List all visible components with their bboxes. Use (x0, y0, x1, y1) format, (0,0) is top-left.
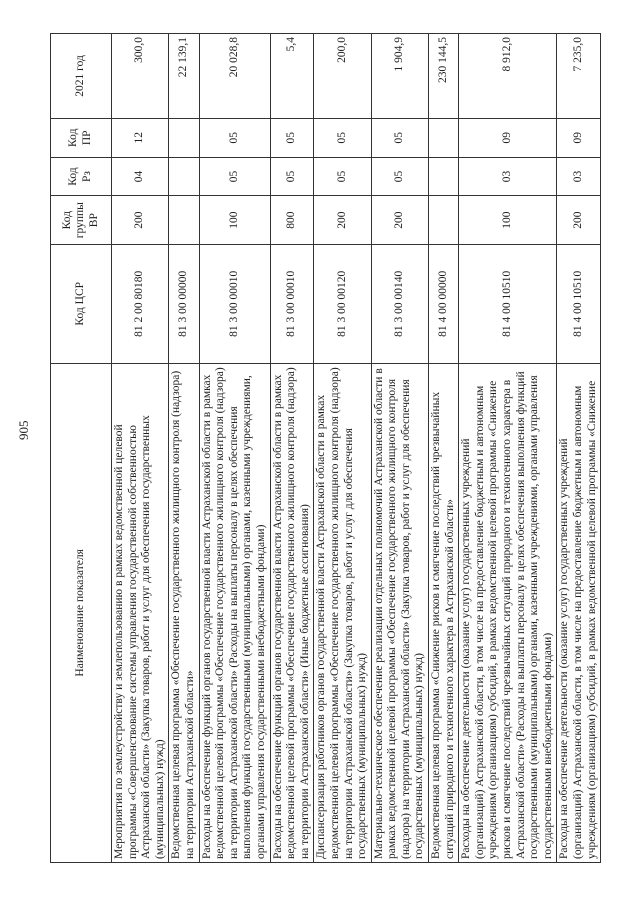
table-row (270, 34, 314, 863)
row-name: Материально-техническое обеспечение реализации отдельных полномочий Астраханской области в рамках ведомственной целевой программы «Обеспечение государственного жилищного контроля (надзора) на территории Астраханской области» (Закупка товаров, работ и услуг для обеспечения государственных (муниципальных) нужд) (371, 363, 428, 862)
row-pr: 09 (459, 118, 557, 157)
row-name: Ведомственная целевая программа «Обеспечение государственного жилищного контроля (надзора) на территории Астраханской области» (169, 363, 199, 862)
row-rz: 05 (371, 157, 428, 196)
table-row (314, 34, 371, 863)
row-csr: 81 4 00 10510 (557, 244, 601, 363)
row-vr (429, 196, 459, 244)
header-rz: Код Рз (51, 157, 112, 196)
row-rz: 03 (557, 157, 601, 196)
row-sum: 8 912,0 (459, 34, 557, 119)
header-pr: Код ПР (51, 118, 112, 157)
row-pr: 05 (270, 118, 314, 157)
row-sum: 7 235,0 (557, 34, 601, 119)
row-vr: 800 (270, 196, 314, 244)
row-rz (169, 157, 199, 196)
row-sum: 5,4 (270, 34, 314, 119)
row-csr: 81 3 00 00140 (371, 244, 428, 363)
row-name: Расходы на обеспечение функций органов государственной власти Астраханской области в рамках ведомственной целевой программы «Обеспечение государственного жилищного контроля (надзора) на территории Астраханской области» (Иные бюджетные ассигнования) (270, 363, 314, 862)
row-csr: 81 4 00 10510 (459, 244, 557, 363)
header-name: Наименование показателя (51, 363, 112, 862)
row-name: Расходы на обеспечение деятельности (оказание услуг) государственных учреждений (организаций) Астраханской области, в том числе на предоставление бюджетным и автономным учреждениям (организациям) субсидий, в рамках ведомственной целевой программы «Снижение рисков и смягчение последствий чрезвычайных ситуаций природного и техногенного характера в Астраханской области» (Расходы на выплаты персоналу в целях обеспечения выполнения функций государственными (муниципальными) органами, казенными учреждениями, органами управления государственными внебюджетными фондами) (459, 363, 557, 862)
table-row (429, 34, 459, 863)
header-vr: Код группы ВР (51, 196, 112, 244)
row-name: Расходы на обеспечение функций органов государственной власти Астраханской области в рамках ведомственной целевой программы «Обеспечение государственного жилищного контроля (надзора) на территории Астраханской области» (Расходы на выплаты персоналу в целях обеспечения выполнения функций государственными (муниципальными) органами, казенными учреждениями, органами управления государственными внебюджетными фондами) (199, 363, 270, 862)
row-pr: 05 (199, 118, 270, 157)
table-row (557, 34, 601, 863)
row-csr: 81 3 00 00120 (314, 244, 371, 363)
row-sum: 200,0 (314, 34, 371, 119)
row-csr: 81 3 00 00010 (199, 244, 270, 363)
row-name: Ведомственная целевая программа «Снижение рисков и смягчение последствий чрезвычайных ситуаций природного и техногенного характера в Астраханской области» (429, 363, 459, 862)
row-pr: 09 (557, 118, 601, 157)
row-rz (429, 157, 459, 196)
row-pr: 05 (371, 118, 428, 157)
row-pr (169, 118, 199, 157)
row-rz: 04 (112, 157, 169, 196)
row-rz: 05 (199, 157, 270, 196)
row-sum: 300,0 (112, 34, 169, 119)
row-sum: 20 028,8 (199, 34, 270, 119)
row-csr: 81 3 00 00000 (169, 244, 199, 363)
header-sum: 2021 год (51, 34, 112, 119)
row-pr: 12 (112, 118, 169, 157)
row-sum: 230 144,5 (429, 34, 459, 119)
table-header-row (51, 34, 112, 863)
row-sum: 22 139,1 (169, 34, 199, 119)
row-csr: 81 4 00 00000 (429, 244, 459, 363)
row-vr: 200 (371, 196, 428, 244)
table-row (459, 34, 557, 863)
row-vr: 200 (557, 196, 601, 244)
row-rz: 05 (314, 157, 371, 196)
row-csr: 81 3 00 00010 (270, 244, 314, 363)
row-pr (429, 118, 459, 157)
row-name: Мероприятия по землеустройству и землепользованию в рамках ведомственной целевой программы «Совершенствование системы управления государственной собственностью Астраханской области» (Закупка товаров, работ и услуг для обеспечения государственных (муниципальных) нужд) (112, 363, 169, 862)
table-row (371, 34, 428, 863)
table-row (199, 34, 270, 863)
row-name: Диспансеризация работников органов государственной власти Астраханской области в рамках ведомственной целевой программы «Обеспечение государственного жилищного контроля (надзора) на территории Астраханской области» (Закупка товаров, работ и услуг для обеспечения государственных (муниципальных) нужд) (314, 363, 371, 862)
rotated-page-content (50, 33, 625, 863)
row-rz: 05 (270, 157, 314, 196)
page-number: 905 (16, 420, 31, 440)
row-csr: 81 2 00 80180 (112, 244, 169, 363)
table-row (169, 34, 199, 863)
row-name: Расходы на обеспечение деятельности (оказание услуг) государственных учреждений (организаций) Астраханской области, в том числе на предоставление бюджетным и автономным учреждениям (организациям) субсидий, в рамках ведомственной целевой программы «Снижение (557, 363, 601, 862)
budget-table (50, 33, 601, 863)
row-vr: 200 (314, 196, 371, 244)
row-vr: 200 (112, 196, 169, 244)
row-pr: 05 (314, 118, 371, 157)
header-csr: Код ЦСР (51, 244, 112, 363)
row-rz: 03 (459, 157, 557, 196)
row-vr: 100 (459, 196, 557, 244)
row-vr (169, 196, 199, 244)
table-row (112, 34, 169, 863)
row-vr: 100 (199, 196, 270, 244)
row-sum: 1 904,9 (371, 34, 428, 119)
